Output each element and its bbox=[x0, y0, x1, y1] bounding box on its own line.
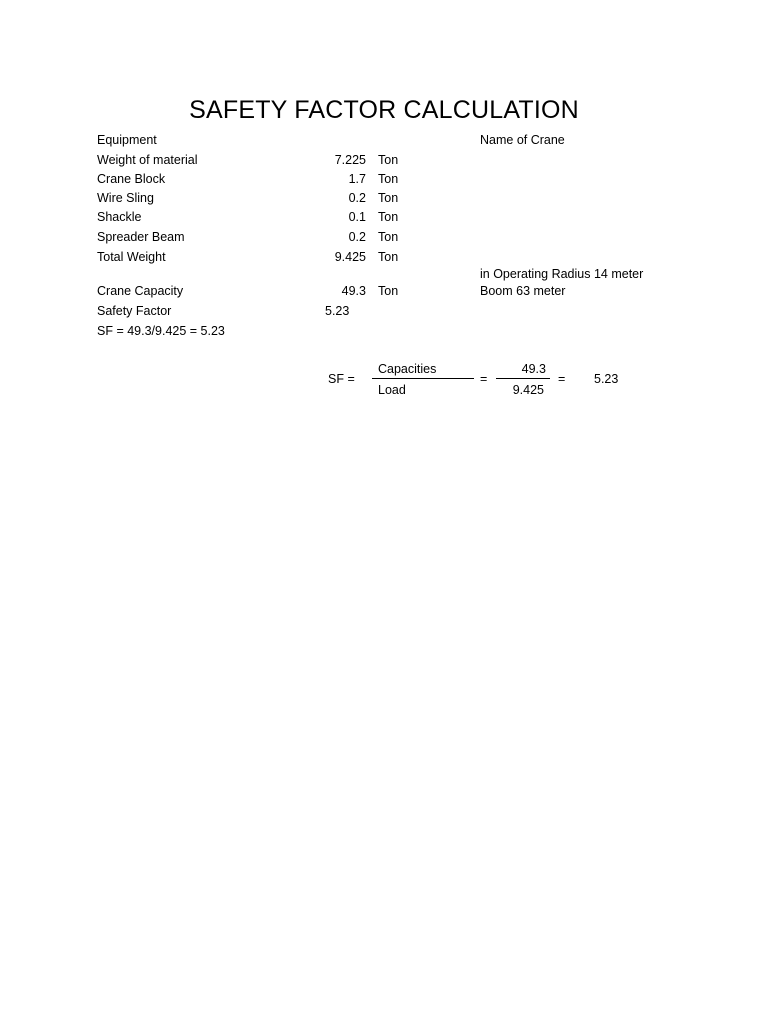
item-value: 1.7 bbox=[348, 172, 366, 186]
formula-result: 5.23 bbox=[594, 372, 619, 386]
safety-factor-value: 5.23 bbox=[325, 304, 350, 318]
item-label: Spreader Beam bbox=[97, 230, 185, 244]
formula-numerator-label: Capacities bbox=[378, 362, 437, 376]
item-unit: Ton bbox=[378, 172, 399, 186]
equipment-label: Equipment bbox=[97, 133, 157, 147]
formula-numerator-value: 49.3 bbox=[521, 362, 546, 376]
safety-factor-formula: SF = 49.3/9.425 = 5.23 bbox=[97, 324, 225, 338]
item-label: Crane Block bbox=[97, 172, 166, 186]
formula-denominator-value: 9.425 bbox=[512, 383, 544, 397]
formula-equals-2: = bbox=[558, 372, 566, 386]
crane-capacity-value: 49.3 bbox=[341, 284, 366, 298]
crane-capacity-unit: Ton bbox=[378, 284, 399, 298]
item-value: 0.2 bbox=[348, 230, 366, 244]
item-unit: Ton bbox=[378, 230, 399, 244]
safety-factor-label: Safety Factor bbox=[97, 304, 172, 318]
item-value: 0.2 bbox=[348, 191, 366, 205]
total-weight-label: Total Weight bbox=[97, 250, 166, 264]
item-value: 0.1 bbox=[348, 210, 366, 224]
item-unit: Ton bbox=[378, 191, 399, 205]
boom-length-text: Boom 63 meter bbox=[480, 284, 566, 298]
item-unit: Ton bbox=[378, 153, 399, 167]
formula-lhs: SF = bbox=[328, 372, 355, 386]
item-unit: Ton bbox=[378, 210, 399, 224]
item-label: Shackle bbox=[97, 210, 142, 224]
item-label: Weight of material bbox=[97, 153, 198, 167]
crane-name-label: Name of Crane bbox=[480, 133, 565, 147]
total-weight-value: 9.425 bbox=[334, 250, 366, 264]
formula-denominator-label: Load bbox=[378, 383, 406, 397]
operating-radius-text: in Operating Radius 14 meter bbox=[480, 267, 644, 281]
formula-equals-1: = bbox=[480, 372, 488, 386]
item-value: 7.225 bbox=[334, 153, 366, 167]
total-weight-unit: Ton bbox=[378, 250, 399, 264]
item-label: Wire Sling bbox=[97, 191, 154, 205]
fraction-bar-left bbox=[372, 378, 474, 379]
fraction-bar-right bbox=[496, 378, 550, 379]
crane-capacity-label: Crane Capacity bbox=[97, 284, 184, 298]
page-title: SAFETY FACTOR CALCULATION bbox=[189, 96, 579, 124]
